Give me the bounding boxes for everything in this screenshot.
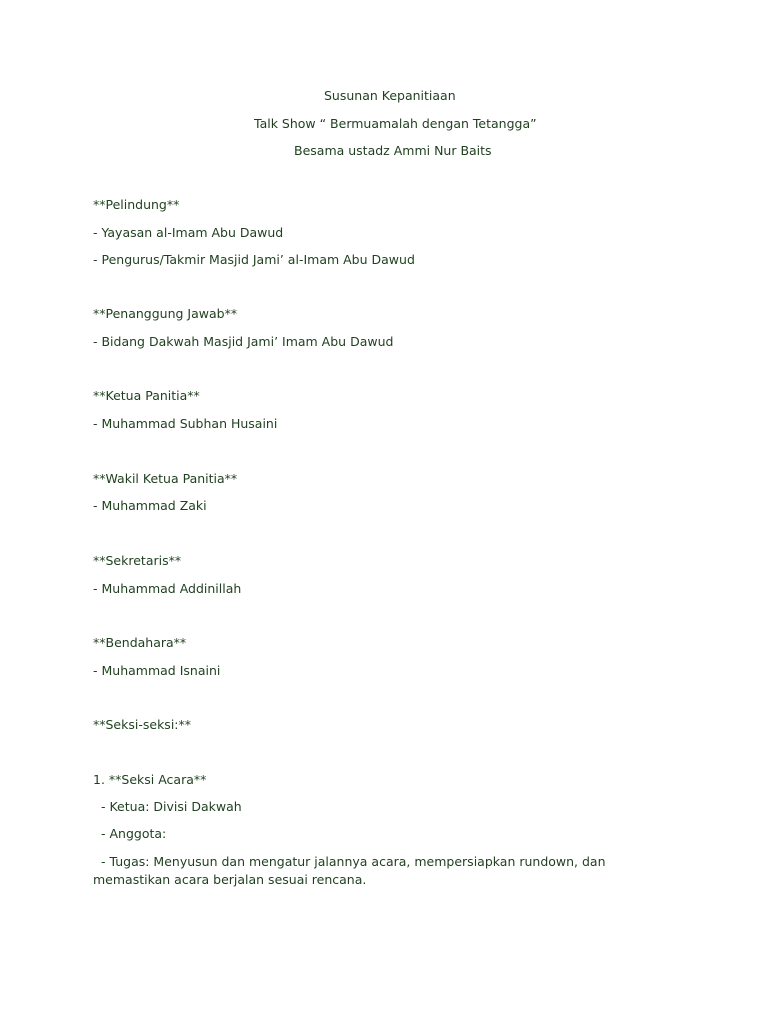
- heading-ketua-panitia: **Ketua Panitia**: [93, 388, 200, 403]
- heading-wakil-ketua: **Wakil Ketua Panitia**: [93, 471, 238, 486]
- pelindung-item-2: - Pengurus/Takmir Masjid Jami’ al-Imam Abu Dawud: [93, 252, 415, 267]
- bendahara-item-1: - Muhammad Isnaini: [93, 663, 221, 678]
- heading-bendahara: **Bendahara**: [93, 635, 187, 650]
- event-title: Talk Show “ Bermuamalah dengan Tetangga”: [254, 116, 537, 131]
- heading-seksi-acara: 1. **Seksi Acara**: [93, 772, 207, 787]
- penanggung-jawab-item-1: - Bidang Dakwah Masjid Jami’ Imam Abu Dawud: [93, 334, 394, 349]
- seksi-acara-tugas: - Tugas: Menyusun dan mengatur jalannya acara, mempersiapkan rundown, dan memastikan acara berjalan sesuai rencana.: [93, 854, 606, 887]
- document-title: Susunan Kepanitiaan: [324, 88, 456, 103]
- wakil-ketua-item-1: - Muhammad Zaki: [93, 498, 207, 513]
- speaker-line: Besama ustadz Ammi Nur Baits: [294, 143, 492, 158]
- ketua-item-1: - Muhammad Subhan Husaini: [93, 416, 278, 431]
- heading-penanggung-jawab: **Penanggung Jawab**: [93, 306, 238, 321]
- heading-sekretaris: **Sekretaris**: [93, 553, 182, 568]
- pelindung-item-1: - Yayasan al-Imam Abu Dawud: [93, 225, 284, 240]
- sekretaris-item-1: - Muhammad Addinillah: [93, 581, 242, 596]
- heading-pelindung: **Pelindung**: [93, 197, 180, 212]
- seksi-acara-ketua: - Ketua: Divisi Dakwah: [101, 799, 242, 814]
- heading-seksi-seksi: **Seksi-seksi:**: [93, 717, 191, 732]
- seksi-acara-anggota: - Anggota:: [101, 826, 167, 841]
